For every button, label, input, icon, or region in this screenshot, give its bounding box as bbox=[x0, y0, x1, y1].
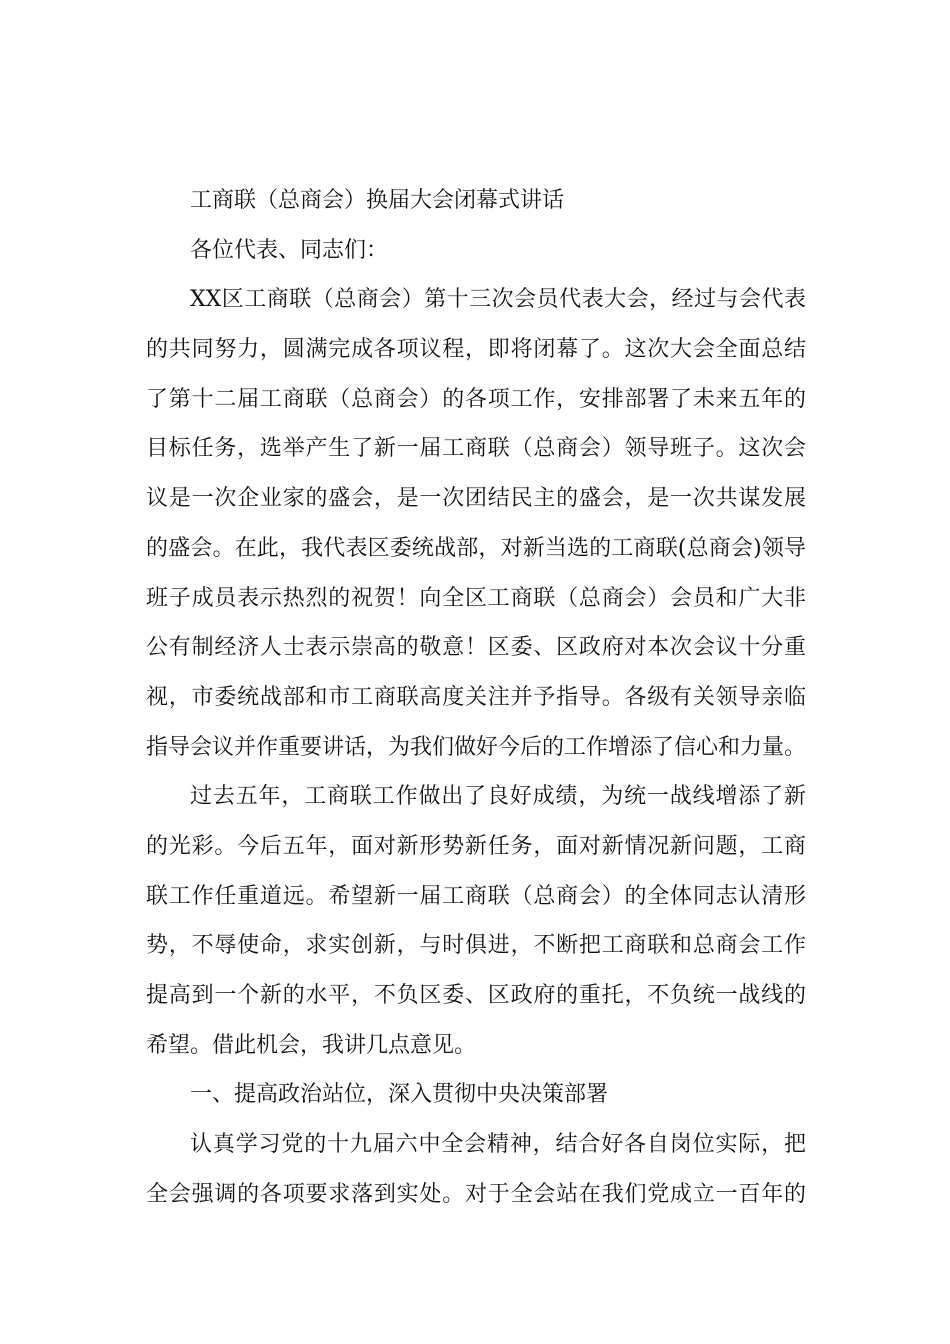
paragraph-line: 联工作任重道远。希望新一届工商联（总商会）的全体同志认清形 bbox=[146, 883, 806, 909]
paragraph-line: 议是一次企业家的盛会，是一次团结民主的盛会，是一次共谋发展 bbox=[146, 486, 806, 512]
paragraph-line: 公有制经济人士表示崇高的敬意！区委、区政府对本次会议十分重 bbox=[146, 635, 806, 661]
paragraph-line: 的盛会。在此，我代表区委统战部，对新当选的工商联(总商会)领导 bbox=[146, 535, 806, 561]
paragraph-line: 提高到一个新的水平，不负区委、区政府的重托，不负统一战线的 bbox=[146, 983, 806, 1008]
salutation: 各位代表、同志们： bbox=[190, 237, 389, 263]
paragraph-line: 过去五年，工商联工作做出了良好成绩，为统一战线增添了新 bbox=[190, 784, 806, 810]
paragraph-line: 全会强调的各项要求落到实处。对于全会站在我们党成立一百年的 bbox=[146, 1181, 806, 1207]
section-heading: 一、提高政治站位，深入贯彻中央决策部署 bbox=[190, 1082, 609, 1108]
paragraph-3 bbox=[146, 1120, 806, 1219]
paragraph-line: 了第十二届工商联（总商会）的各项工作，安排部署了未来五年的 bbox=[146, 386, 806, 412]
paragraph-line: 认真学习党的十九届六中全会精神，结合好各自岗位实际，把 bbox=[190, 1132, 806, 1158]
paragraph-1 bbox=[146, 275, 806, 772]
paragraph-line: 视，市委统战部和市工商联高度关注并予指导。各级有关领导亲临 bbox=[146, 684, 806, 710]
paragraph-line: XX区工商联（总商会）第十三次会员代表大会，经过与会代表 bbox=[190, 287, 806, 313]
document-body bbox=[146, 176, 806, 1219]
paragraph-2 bbox=[146, 772, 806, 1070]
paragraph-line: 势，不辱使命，求实创新，与时俱进，不断把工商联和总商会工作 bbox=[146, 933, 806, 959]
paragraph-line: 班子成员表示热烈的祝贺！向全区工商联（总商会）会员和广大非 bbox=[146, 585, 806, 611]
paragraph-line: 希望。借此机会，我讲几点意见。 bbox=[146, 1032, 477, 1058]
paragraph-line: 的共同努力，圆满完成各项议程，即将闭幕了。这次大会全面总结 bbox=[146, 337, 806, 363]
paragraph-line: 目标任务，选举产生了新一届工商联（总商会）领导班子。这次会 bbox=[146, 436, 806, 462]
paragraph-line: 指导会议并作重要讲话，为我们做好今后的工作增添了信心和力量。 bbox=[146, 734, 806, 760]
document-title: 工商联（总商会）换届大会闭幕式讲话 bbox=[190, 188, 565, 213]
paragraph-line: 的光彩。今后五年，面对新形势新任务，面对新情况新问题，工商 bbox=[146, 833, 806, 859]
